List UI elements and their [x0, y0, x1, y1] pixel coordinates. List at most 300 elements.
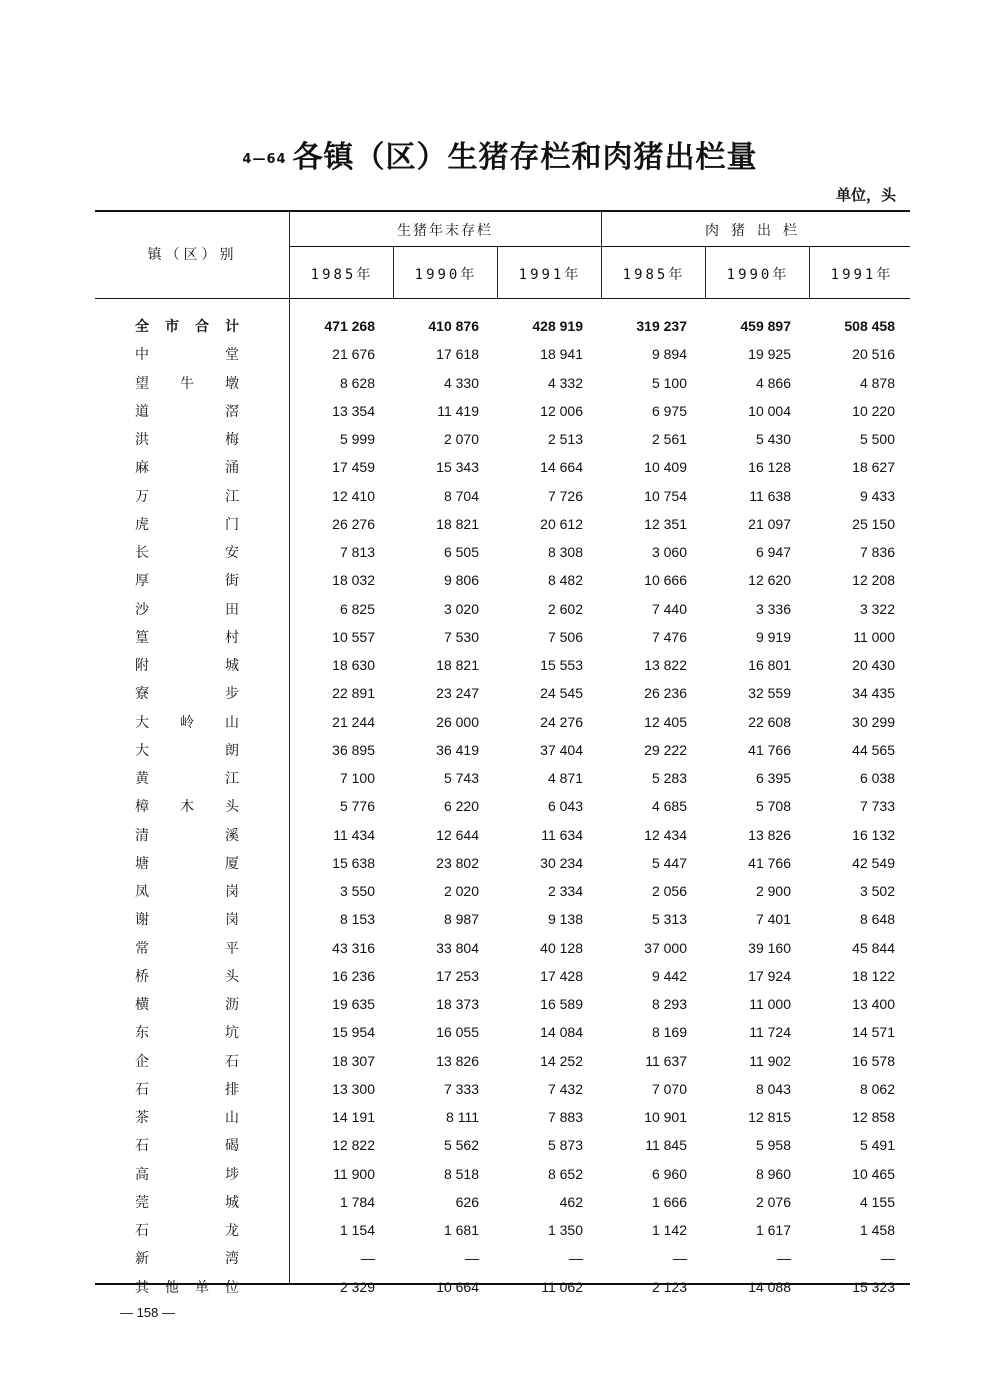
value-cell: 6 505	[443, 544, 479, 561]
value-cell: 12 405	[644, 713, 687, 730]
value-cell: 1 784	[339, 1193, 375, 1210]
value-cell: 5 447	[651, 854, 687, 871]
value-cell: 8 704	[443, 487, 479, 504]
town-name: 其他单位	[135, 1279, 239, 1296]
table-row	[95, 1131, 909, 1159]
town-name: 石龙	[135, 1223, 239, 1240]
table-row	[95, 792, 909, 820]
value-cell: 7 733	[859, 798, 895, 815]
town-name: 寮步	[135, 686, 239, 703]
value-cell: 18 307	[332, 1052, 375, 1069]
page-number: — 158 —	[120, 1305, 175, 1320]
town-name: 长安	[135, 545, 239, 562]
row-label-cell	[95, 679, 285, 707]
value-cell: 9 806	[443, 572, 479, 589]
row-label-cell	[95, 369, 285, 397]
group-header-output: 肉猪出栏	[705, 223, 809, 239]
value-cell: 18 122	[852, 967, 895, 984]
value-cell: 10 220	[852, 402, 895, 419]
town-name: 厚街	[135, 573, 239, 590]
value-cell: 33 804	[436, 939, 479, 956]
value-cell: 11 637	[645, 1052, 687, 1069]
row-label-cell	[95, 905, 285, 933]
town-name: 虎门	[135, 516, 239, 533]
town-name: 企石	[135, 1053, 239, 1070]
table-row	[95, 482, 909, 510]
value-cell: 8 153	[339, 911, 375, 928]
value-cell: 18 627	[852, 459, 895, 476]
value-cell: 7 432	[547, 1080, 583, 1097]
value-cell: 12 858	[852, 1109, 895, 1126]
town-name: 樟木头	[135, 799, 239, 816]
value-cell: 4 871	[547, 770, 583, 787]
value-cell: 471 268	[324, 318, 375, 335]
year-header: 1985年	[622, 267, 686, 283]
row-label-cell	[95, 312, 285, 340]
value-cell: 36 419	[436, 741, 479, 758]
value-cell: 39 160	[748, 939, 791, 956]
value-cell: 17 618	[436, 346, 479, 363]
town-name: 石碣	[135, 1138, 239, 1155]
value-cell: 6 975	[651, 402, 687, 419]
value-cell: 5 500	[859, 431, 895, 448]
row-label-cell	[95, 1244, 285, 1272]
value-cell: 5 776	[339, 798, 375, 815]
value-cell: 8 987	[443, 911, 479, 928]
value-cell: 29 222	[644, 741, 687, 758]
row-label-cell	[95, 1075, 285, 1103]
stub-header: 镇（区）别	[147, 247, 238, 263]
value-cell: 7 530	[443, 628, 479, 645]
value-cell: 15 553	[540, 657, 583, 674]
value-cell: 2 900	[755, 883, 791, 900]
row-label-cell	[95, 623, 285, 651]
value-cell: 5 958	[755, 1137, 791, 1154]
value-cell: 3 060	[651, 544, 687, 561]
value-cell: 1 617	[755, 1222, 791, 1239]
year-header: 1985年	[310, 267, 374, 283]
value-cell: 3 020	[443, 600, 479, 617]
value-cell: 626	[455, 1193, 479, 1210]
town-name: 凤岗	[135, 884, 239, 901]
value-cell: 5 100	[651, 374, 687, 391]
value-cell: 428 919	[532, 318, 583, 335]
town-name: 沙田	[135, 601, 239, 618]
value-cell: 8 308	[547, 544, 583, 561]
value-cell: —	[673, 1250, 687, 1267]
value-cell: 15 343	[436, 459, 479, 476]
value-cell: 5 743	[443, 770, 479, 787]
value-cell: 5 999	[339, 431, 375, 448]
town-name: 麻涌	[135, 460, 239, 477]
value-cell: 40 128	[540, 939, 583, 956]
row-label-cell	[95, 1160, 285, 1188]
table-row	[95, 679, 909, 707]
value-cell: 3 550	[339, 883, 375, 900]
value-cell: 6 395	[755, 770, 791, 787]
value-cell: 8 648	[859, 911, 895, 928]
value-cell: 41 766	[748, 741, 791, 758]
town-name: 横沥	[135, 997, 239, 1014]
value-cell: —	[777, 1250, 791, 1267]
value-cell: 15 638	[332, 854, 375, 871]
table-row	[95, 905, 909, 933]
value-cell: 3 322	[859, 600, 895, 617]
value-cell: 17 459	[332, 459, 375, 476]
row-label-cell	[95, 1216, 285, 1244]
value-cell: 26 236	[644, 685, 687, 702]
value-cell: 24 545	[540, 685, 583, 702]
value-cell: 9 919	[755, 628, 791, 645]
value-cell: 14 088	[748, 1278, 791, 1295]
table-row	[95, 1216, 909, 1244]
value-cell: 13 826	[436, 1052, 479, 1069]
town-name: 洪梅	[135, 432, 239, 449]
value-cell: 14 252	[540, 1052, 583, 1069]
table-title: 各镇（区）生猪存栏和肉猪出栏量	[292, 140, 758, 175]
town-name: 东坑	[135, 1025, 239, 1042]
town-name: 莞城	[135, 1194, 239, 1211]
row-label-cell	[95, 1018, 285, 1046]
value-cell: 32 559	[748, 685, 791, 702]
value-cell: 18 941	[540, 346, 583, 363]
value-cell: 16 055	[436, 1024, 479, 1041]
value-cell: 16 128	[748, 459, 791, 476]
value-cell: 4 878	[859, 374, 895, 391]
row-label-cell	[95, 764, 285, 792]
group-rule	[290, 246, 910, 247]
value-cell: 1 681	[443, 1222, 479, 1239]
value-cell: 7 440	[651, 600, 687, 617]
value-cell: 5 283	[651, 770, 687, 787]
value-cell: 6 825	[339, 600, 375, 617]
value-cell: 41 766	[748, 854, 791, 871]
value-cell: 16 801	[748, 657, 791, 674]
value-cell: 8 111	[446, 1109, 479, 1126]
value-cell: 10 004	[748, 402, 791, 419]
town-name: 附城	[135, 658, 239, 675]
table-row	[95, 340, 909, 368]
value-cell: 11 900	[333, 1165, 375, 1182]
row-label-cell	[95, 962, 285, 990]
town-name: 道滘	[135, 403, 239, 420]
value-cell: 11 434	[333, 826, 375, 843]
table-row	[95, 1160, 909, 1188]
year-header: 1990年	[726, 267, 790, 283]
value-cell: 11 845	[645, 1137, 687, 1154]
table-row	[95, 510, 909, 538]
value-cell: 21 676	[332, 346, 375, 363]
table-row	[95, 736, 909, 764]
value-cell: 9 894	[651, 346, 687, 363]
value-cell: 11 902	[749, 1052, 791, 1069]
value-cell: 15 323	[852, 1278, 895, 1295]
value-cell: 2 329	[339, 1278, 375, 1295]
value-cell: 11 000	[749, 996, 791, 1013]
value-cell: 5 562	[443, 1137, 479, 1154]
value-cell: 20 430	[852, 657, 895, 674]
row-label-cell	[95, 397, 285, 425]
value-cell: 21 097	[748, 515, 791, 532]
value-cell: 7 813	[339, 544, 375, 561]
value-cell: 11 638	[749, 487, 791, 504]
value-cell: 23 247	[436, 685, 479, 702]
value-cell: 4 332	[547, 374, 583, 391]
value-cell: 2 561	[651, 431, 687, 448]
year-header: 1991年	[830, 267, 894, 283]
value-cell: 2 076	[755, 1193, 791, 1210]
town-name: 谢岗	[135, 912, 239, 929]
value-cell: 410 876	[428, 318, 479, 335]
row-label-cell	[95, 877, 285, 905]
value-cell: 7 333	[443, 1080, 479, 1097]
town-name: 石排	[135, 1081, 239, 1098]
value-cell: —	[881, 1250, 895, 1267]
data-table	[95, 312, 909, 1301]
value-cell: 2 070	[443, 431, 479, 448]
table-row	[95, 708, 909, 736]
value-cell: 13 822	[644, 657, 687, 674]
value-cell: 6 043	[547, 798, 583, 815]
value-cell: —	[569, 1250, 583, 1267]
row-label-cell	[95, 849, 285, 877]
value-cell: 30 234	[540, 854, 583, 871]
value-cell: 19 925	[748, 346, 791, 363]
value-cell: 7 476	[651, 628, 687, 645]
value-cell: 5 708	[755, 798, 791, 815]
town-name: 大朗	[135, 742, 239, 759]
value-cell: 10 664	[436, 1278, 479, 1295]
value-cell: 12 410	[332, 487, 375, 504]
row-label-cell	[95, 651, 285, 679]
row-label-cell	[95, 1273, 285, 1301]
row-label-cell	[95, 1188, 285, 1216]
value-cell: 1 350	[547, 1222, 583, 1239]
value-cell: 16 132	[852, 826, 895, 843]
table-row	[95, 962, 909, 990]
town-name: 中堂	[135, 347, 239, 364]
value-cell: 2 334	[547, 883, 583, 900]
value-cell: 7 883	[547, 1109, 583, 1126]
value-cell: 462	[559, 1193, 583, 1210]
value-cell: 16 589	[540, 996, 583, 1013]
value-cell: 6 220	[443, 798, 479, 815]
value-cell: 17 253	[436, 967, 479, 984]
value-cell: 12 351	[644, 515, 687, 532]
value-cell: 4 685	[651, 798, 687, 815]
value-cell: 13 400	[852, 996, 895, 1013]
value-cell: 22 891	[332, 685, 375, 702]
row-label-cell	[95, 482, 285, 510]
value-cell: 5 430	[755, 431, 791, 448]
value-cell: 8 043	[755, 1080, 791, 1097]
table-row	[95, 566, 909, 594]
table-row	[95, 538, 909, 566]
value-cell: —	[465, 1250, 479, 1267]
value-cell: 21 244	[332, 713, 375, 730]
value-cell: 20 516	[852, 346, 895, 363]
table-row	[95, 877, 909, 905]
town-name: 全市合计	[135, 319, 239, 336]
value-cell: 11 062	[541, 1278, 583, 1295]
value-cell: 6 947	[755, 544, 791, 561]
value-cell: 7 836	[859, 544, 895, 561]
table-row	[95, 934, 909, 962]
value-cell: 26 000	[436, 713, 479, 730]
value-cell: 18 373	[436, 996, 479, 1013]
town-name: 篁村	[135, 629, 239, 646]
value-cell: 8 293	[651, 996, 687, 1013]
value-cell: 34 435	[852, 685, 895, 702]
town-name: 茶山	[135, 1110, 239, 1127]
value-cell: 8 518	[443, 1165, 479, 1182]
value-cell: 18 821	[436, 657, 479, 674]
value-cell: 9 138	[547, 911, 583, 928]
town-name: 高埗	[135, 1166, 239, 1183]
value-cell: 10 754	[644, 487, 687, 504]
value-cell: 37 000	[644, 939, 687, 956]
value-cell: 8 062	[859, 1080, 895, 1097]
value-cell: 7 726	[547, 487, 583, 504]
value-cell: 22 608	[748, 713, 791, 730]
value-cell: 14 084	[540, 1024, 583, 1041]
table-row	[95, 397, 909, 425]
table-row	[95, 849, 909, 877]
row-label-cell	[95, 595, 285, 623]
value-cell: 459 897	[740, 318, 791, 335]
value-cell: 19 635	[332, 996, 375, 1013]
year-header: 1990年	[414, 267, 478, 283]
row-label-cell	[95, 340, 285, 368]
value-cell: 12 620	[748, 572, 791, 589]
value-cell: 10 666	[644, 572, 687, 589]
row-label-cell	[95, 1103, 285, 1131]
value-cell: 45 844	[852, 939, 895, 956]
row-label-cell	[95, 708, 285, 736]
value-cell: 12 006	[540, 402, 583, 419]
value-cell: 25 150	[852, 515, 895, 532]
value-cell: 4 330	[443, 374, 479, 391]
value-cell: 5 491	[859, 1137, 895, 1154]
row-label-cell	[95, 538, 285, 566]
row-label-cell	[95, 566, 285, 594]
value-cell: 16 578	[852, 1052, 895, 1069]
table-row	[95, 651, 909, 679]
value-cell: 4 155	[859, 1193, 895, 1210]
table-row	[95, 764, 909, 792]
table-row	[95, 1018, 909, 1046]
value-cell: —	[361, 1250, 375, 1267]
table-row	[95, 425, 909, 453]
value-cell: 14 191	[332, 1109, 375, 1126]
town-name: 清溪	[135, 827, 239, 844]
value-cell: 5 873	[547, 1137, 583, 1154]
table-row	[95, 1188, 909, 1216]
value-cell: 319 237	[636, 318, 687, 335]
value-cell: 16 236	[332, 967, 375, 984]
value-cell: 12 208	[852, 572, 895, 589]
value-cell: 10 409	[644, 459, 687, 476]
value-cell: 11 724	[749, 1024, 791, 1041]
value-cell: 7 100	[339, 770, 375, 787]
value-cell: 7 070	[651, 1080, 687, 1097]
value-cell: 2 123	[651, 1278, 687, 1295]
row-label-cell	[95, 990, 285, 1018]
value-cell: 14 571	[852, 1024, 895, 1041]
value-cell: 1 142	[651, 1222, 687, 1239]
row-label-cell	[95, 510, 285, 538]
value-cell: 24 276	[540, 713, 583, 730]
value-cell: 17 924	[748, 967, 791, 984]
value-cell: 2 020	[443, 883, 479, 900]
town-name: 常平	[135, 940, 239, 957]
row-label-cell	[95, 792, 285, 820]
value-cell: 1 458	[859, 1222, 895, 1239]
value-cell: 17 428	[540, 967, 583, 984]
table-row	[95, 595, 909, 623]
row-label-cell	[95, 934, 285, 962]
value-cell: 37 404	[540, 741, 583, 758]
value-cell: 3 502	[859, 883, 895, 900]
value-cell: 7 506	[547, 628, 583, 645]
value-cell: 1 154	[339, 1222, 375, 1239]
value-cell: 9 433	[859, 487, 895, 504]
value-cell: 6 038	[859, 770, 895, 787]
value-cell: 30 299	[852, 713, 895, 730]
value-cell: 8 652	[547, 1165, 583, 1182]
table-row	[95, 821, 909, 849]
table-row	[95, 453, 909, 481]
value-cell: 508 458	[844, 318, 895, 335]
table-row	[95, 1047, 909, 1075]
value-cell: 12 822	[332, 1137, 375, 1154]
town-name: 桥头	[135, 968, 239, 985]
value-cell: 2 513	[547, 431, 583, 448]
row-label-cell	[95, 1047, 285, 1075]
value-cell: 6 960	[651, 1165, 687, 1182]
value-cell: 2 056	[651, 883, 687, 900]
value-cell: 20 612	[540, 515, 583, 532]
row-label-cell	[95, 821, 285, 849]
value-cell: 10 465	[852, 1165, 895, 1182]
value-cell: 8 960	[755, 1165, 791, 1182]
town-name: 大岭山	[135, 714, 239, 731]
value-cell: 8 169	[651, 1024, 687, 1041]
table-number: 4—64	[242, 151, 287, 167]
top-rule	[95, 210, 910, 212]
value-cell: 12 644	[436, 826, 479, 843]
table-row	[95, 369, 909, 397]
value-cell: 2 602	[547, 600, 583, 617]
table-row	[95, 1103, 909, 1131]
value-cell: 44 565	[852, 741, 895, 758]
table-row	[95, 990, 909, 1018]
value-cell: 9 442	[651, 967, 687, 984]
year-header: 1991年	[518, 267, 582, 283]
value-cell: 14 664	[540, 459, 583, 476]
row-label-cell	[95, 1131, 285, 1159]
unit-label: 单位，头	[835, 186, 896, 204]
value-cell: 3 336	[755, 600, 791, 617]
value-cell: 8 628	[339, 374, 375, 391]
value-cell: 1 666	[651, 1193, 687, 1210]
value-cell: 43 316	[332, 939, 375, 956]
row-label-cell	[95, 453, 285, 481]
value-cell: 4 866	[755, 374, 791, 391]
group-header-stock: 生猪年末存栏	[397, 223, 493, 239]
page-title	[0, 132, 1000, 176]
row-label-cell	[95, 425, 285, 453]
